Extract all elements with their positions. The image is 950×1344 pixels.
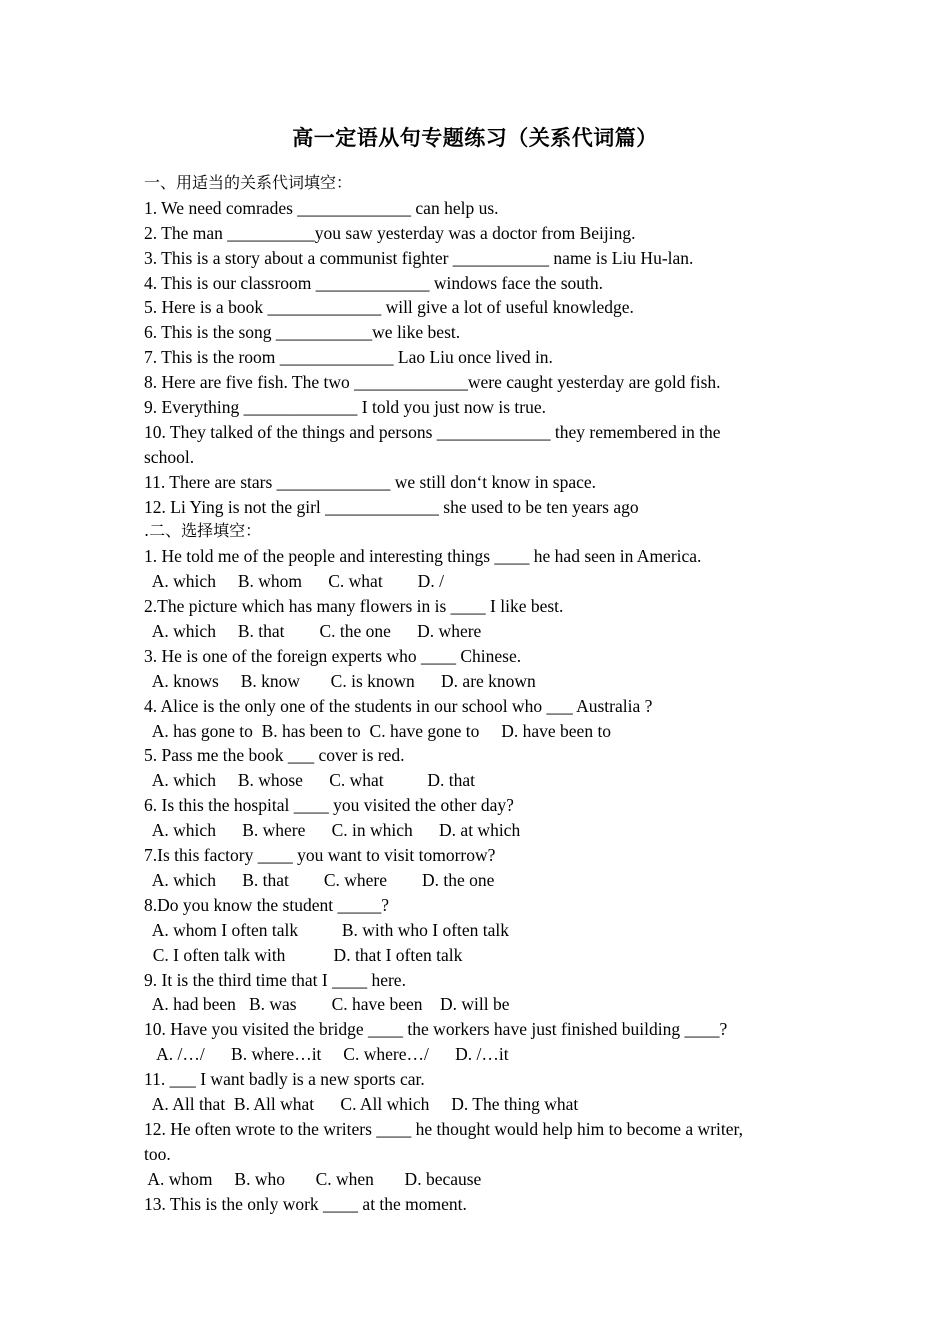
question-1: 1. He told me of the people and interesting things ____ he had seen in America. (144, 546, 702, 567)
question-1-options: A. which B. whom C. what D. / (144, 571, 444, 592)
question-2-options: A. which B. that C. the one D. where (144, 621, 482, 642)
section-1-item: 12. Li Ying is not the girl _____________ she used to be ten years ago (144, 496, 639, 517)
section-1-item: 10. They talked of the things and persons _____________ they remembered in the (144, 421, 721, 442)
question-2: 2.The picture which has many flowers in is ____ I like best. (144, 596, 564, 617)
question-8: 8.Do you know the student _____? (144, 894, 389, 915)
question-12-options: A. whom B. who C. when D. because (144, 1168, 482, 1189)
question-3: 3. He is one of the foreign experts who ____ Chinese. (144, 645, 522, 666)
section-1-item: school. (144, 446, 195, 467)
question-7: 7.Is this factory ____ you want to visit tomorrow? (144, 845, 496, 866)
section-1-item: 4. This is our classroom _____________ windows face the south. (144, 272, 604, 293)
question-8-options-ab: A. whom I often talk B. with who I often talk (144, 919, 510, 940)
question-11: 11. ___ I want badly is a new sports car. (144, 1069, 425, 1090)
page-title: 高一定语从句专题练习（关系代词篇） (292, 126, 658, 150)
exercise-content (144, 171, 814, 1216)
section-1-item: 5. Here is a book _____________ will give a lot of useful knowledge. (144, 297, 634, 318)
section-1-item: 2. The man __________you saw yesterday was a doctor from Beijing. (144, 222, 636, 243)
section-1-item: 1. We need comrades _____________ can help us. (144, 197, 499, 218)
question-6-options: A. which B. where C. in which D. at which (144, 820, 521, 841)
question-5-options: A. which B. whose C. what D. that (144, 770, 476, 791)
question-3-options: A. knows B. know C. is known D. are known (144, 670, 536, 691)
question-5: 5. Pass me the book ___ cover is red. (144, 745, 405, 766)
section-2-heading: .二、选择填空： (144, 521, 262, 541)
question-4: 4. Alice is the only one of the students in our school who ___ Australia ? (144, 695, 653, 716)
question-9-options: A. had been B. was C. have been D. will be (144, 994, 510, 1015)
section-1-item: 3. This is a story about a communist fighter ___________ name is Liu Hu-lan. (144, 247, 694, 268)
section-1-item: 7. This is the room _____________ Lao Liu once lived in. (144, 347, 553, 368)
question-8-options-cd: C. I often talk with D. that I often talk (144, 944, 463, 965)
question-10: 10. Have you visited the bridge ____ the workers have just finished building ____? (144, 1019, 728, 1040)
question-11-options: A. All that B. All what C. All which D. The thing what (144, 1093, 579, 1114)
section-1-item: 6. This is the song ___________we like best. (144, 322, 461, 343)
section-1-item: 8. Here are five fish. The two _____________were caught yesterday are gold fish. (144, 372, 721, 393)
question-7-options: A. which B. that C. where D. the one (144, 869, 495, 890)
section-1-item: 11. There are stars _____________ we still don‘t know in space. (144, 471, 596, 492)
section-1-heading: 一、用适当的关系代词填空： (144, 173, 353, 192)
question-12-continued: too. (144, 1143, 171, 1164)
question-6: 6. Is this the hospital ____ you visited the other day? (144, 795, 514, 816)
question-10-options: A. /…/ B. where…it C. where…/ D. /…it (144, 1044, 509, 1065)
question-13: 13. This is the only work ____ at the moment. (144, 1193, 467, 1214)
question-4-options: A. has gone to B. has been to C. have gone to D. have been to (144, 720, 612, 741)
question-9: 9. It is the third time that I ____ here. (144, 969, 406, 990)
section-1-item: 9. Everything _____________ I told you just now is true. (144, 397, 546, 418)
question-12: 12. He often wrote to the writers ____ he thought would help him to become a writer, (144, 1118, 744, 1139)
